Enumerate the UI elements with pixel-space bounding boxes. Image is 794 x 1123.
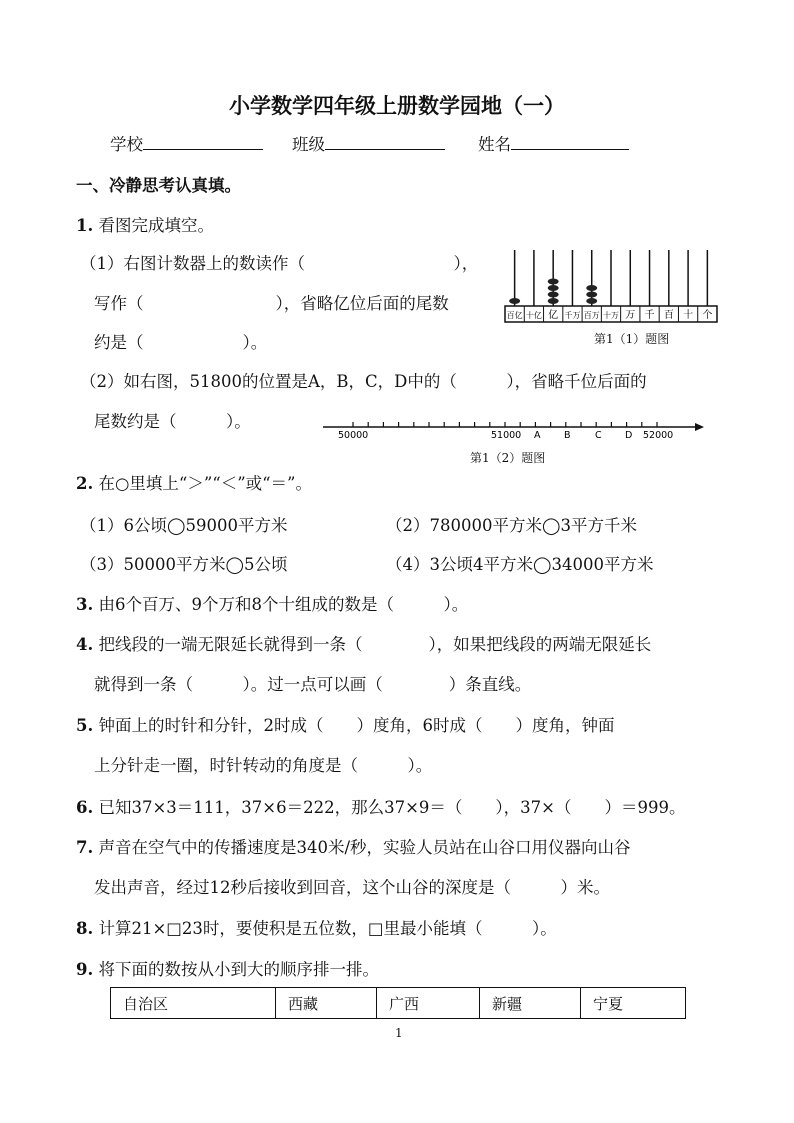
number-line-figure: [318, 415, 708, 443]
abacus-place-label: 亿: [548, 310, 559, 321]
question-7: [76, 834, 631, 858]
section-heading: 一、冷静思考认真填。: [76, 176, 241, 195]
question-9: [76, 956, 379, 980]
school-blank[interactable]: [143, 149, 263, 150]
q1-part1-line2: 写作（ ），省略亿位后面的尾数: [94, 294, 449, 313]
question-number: 5.: [76, 716, 94, 735]
q2-item-2: （2）780000平方米◯3平方千米: [386, 516, 637, 535]
abacus-bead: [586, 292, 597, 298]
page-number: 1: [395, 1026, 403, 1040]
abacus-place-label: 十: [683, 310, 694, 321]
school-field[interactable]: [110, 131, 263, 155]
question-5-line2: 上分针走一圈，时针转动的角度是（ ）。: [94, 756, 433, 775]
nl-label-a: A: [534, 430, 541, 441]
table-cell: 自治区: [111, 988, 276, 1019]
question-number: 4.: [76, 635, 94, 654]
question-number: 8.: [76, 919, 94, 938]
question-text: 在○里填上“＞”“＜”或“＝”。: [98, 474, 312, 493]
question-number: 7.: [76, 838, 94, 857]
question-number: 6.: [76, 798, 94, 817]
question-1: [76, 212, 214, 236]
abacus-bead: [548, 285, 559, 291]
question-text: 看图完成填空。: [98, 216, 214, 235]
question-text-line1: 声音在空气中的传播速度是340米/秒，实验人员站在山谷口用仪器向山谷: [98, 838, 631, 857]
q1-part1-line3: 约是（ ）。: [94, 333, 268, 352]
question-text-line1: 钟面上的时针和分针，2时成（ ）度角，6时成（ ）度角，钟面: [98, 716, 615, 735]
abacus-bead: [509, 298, 520, 304]
q1-part2-line2: 尾数约是（ ）。: [94, 412, 251, 431]
page-title: 小学数学四年级上册数学园地（一）: [229, 93, 565, 118]
question-5: [76, 712, 614, 736]
nl-label-end: 52000: [643, 430, 674, 441]
name-blank[interactable]: [511, 149, 629, 150]
q2-item-3: （3）50000平方米◯5公顷: [80, 555, 288, 574]
abacus-place-label: 千万: [564, 311, 581, 320]
question-number: 2.: [76, 474, 94, 493]
name-label: 姓名: [478, 135, 511, 154]
class-label: 班级: [292, 135, 325, 154]
figure-1-caption: 第1（1）题图: [594, 332, 670, 346]
table-cell: 新疆: [480, 988, 581, 1019]
question-number: 1.: [76, 216, 94, 235]
abacus-place-label: 万: [625, 310, 636, 321]
question-8: [76, 915, 557, 939]
abacus-place-label: 千: [644, 310, 655, 321]
nl-label-c: C: [595, 430, 602, 441]
abacus-bead: [586, 285, 597, 291]
q1-part1-line1: （1）右图计数器上的数读作（ ），: [80, 254, 479, 273]
regions-table: [110, 987, 686, 1019]
number-line-arrow: [695, 423, 704, 431]
question-text: 已知37×3＝111，37×6＝222，那么37×9＝（ ），37×（ ）＝999。: [98, 798, 686, 817]
abacus-place-label: 十亿: [525, 311, 542, 320]
nl-label-mid: 51000: [491, 430, 522, 441]
table-row: [111, 988, 686, 1019]
nl-label-d: D: [625, 430, 633, 441]
question-text: 将下面的数按从小到大的顺序排一排。: [98, 960, 379, 979]
abacus-bead: [586, 298, 597, 304]
abacus-place-label: 百: [663, 310, 674, 321]
question-6: [76, 794, 686, 818]
abacus-bead: [548, 279, 559, 285]
q1-part2-line1: （2）如右图，51800的位置是A，B，C，D中的（ ），省略千位后面的: [80, 372, 647, 391]
table-cell: 西藏: [276, 988, 377, 1019]
abacus-place-label: 十万: [603, 311, 619, 320]
abacus-place-label: 个: [702, 310, 713, 321]
class-field[interactable]: [292, 131, 445, 155]
abacus-bead: [548, 292, 559, 298]
question-text-line1: 把线段的一端无限延长就得到一条（ ），如果把线段的两端无限延长: [98, 635, 652, 654]
table-cell: 广西: [377, 988, 480, 1019]
abacus-place-label: 百亿: [506, 311, 523, 320]
class-blank[interactable]: [325, 149, 445, 150]
name-field[interactable]: [478, 131, 629, 155]
nl-label-b: B: [564, 430, 571, 441]
nl-label-start: 50000: [338, 430, 369, 441]
question-number: 3.: [76, 595, 94, 614]
school-label: 学校: [110, 135, 143, 154]
question-4: [76, 631, 651, 655]
question-7-line2: 发出声音，经过12秒后接收到回音，这个山谷的深度是（ ）米。: [94, 878, 610, 897]
question-4-line2: 就得到一条（ ）。过一点可以画（ ）条直线。: [94, 675, 532, 694]
question-number: 9.: [76, 960, 94, 979]
table-cell: 宁夏: [581, 988, 686, 1019]
question-text: 计算21×□23时，要使积是五位数，□里最小能填（ ）。: [98, 919, 557, 938]
question-3: [76, 591, 468, 615]
question-text: 由6个百万、9个万和8个十组成的数是（ ）。: [98, 595, 469, 614]
abacus-bead: [548, 298, 559, 304]
abacus-place-label: 百万: [583, 311, 600, 320]
question-2: [76, 470, 312, 494]
q2-item-4: （4）3公顷4平方米◯34000平方米: [386, 555, 654, 574]
figure-2-caption: 第1（2）题图: [470, 451, 546, 465]
q2-item-1: （1）6公顷◯59000平方米: [80, 516, 288, 535]
